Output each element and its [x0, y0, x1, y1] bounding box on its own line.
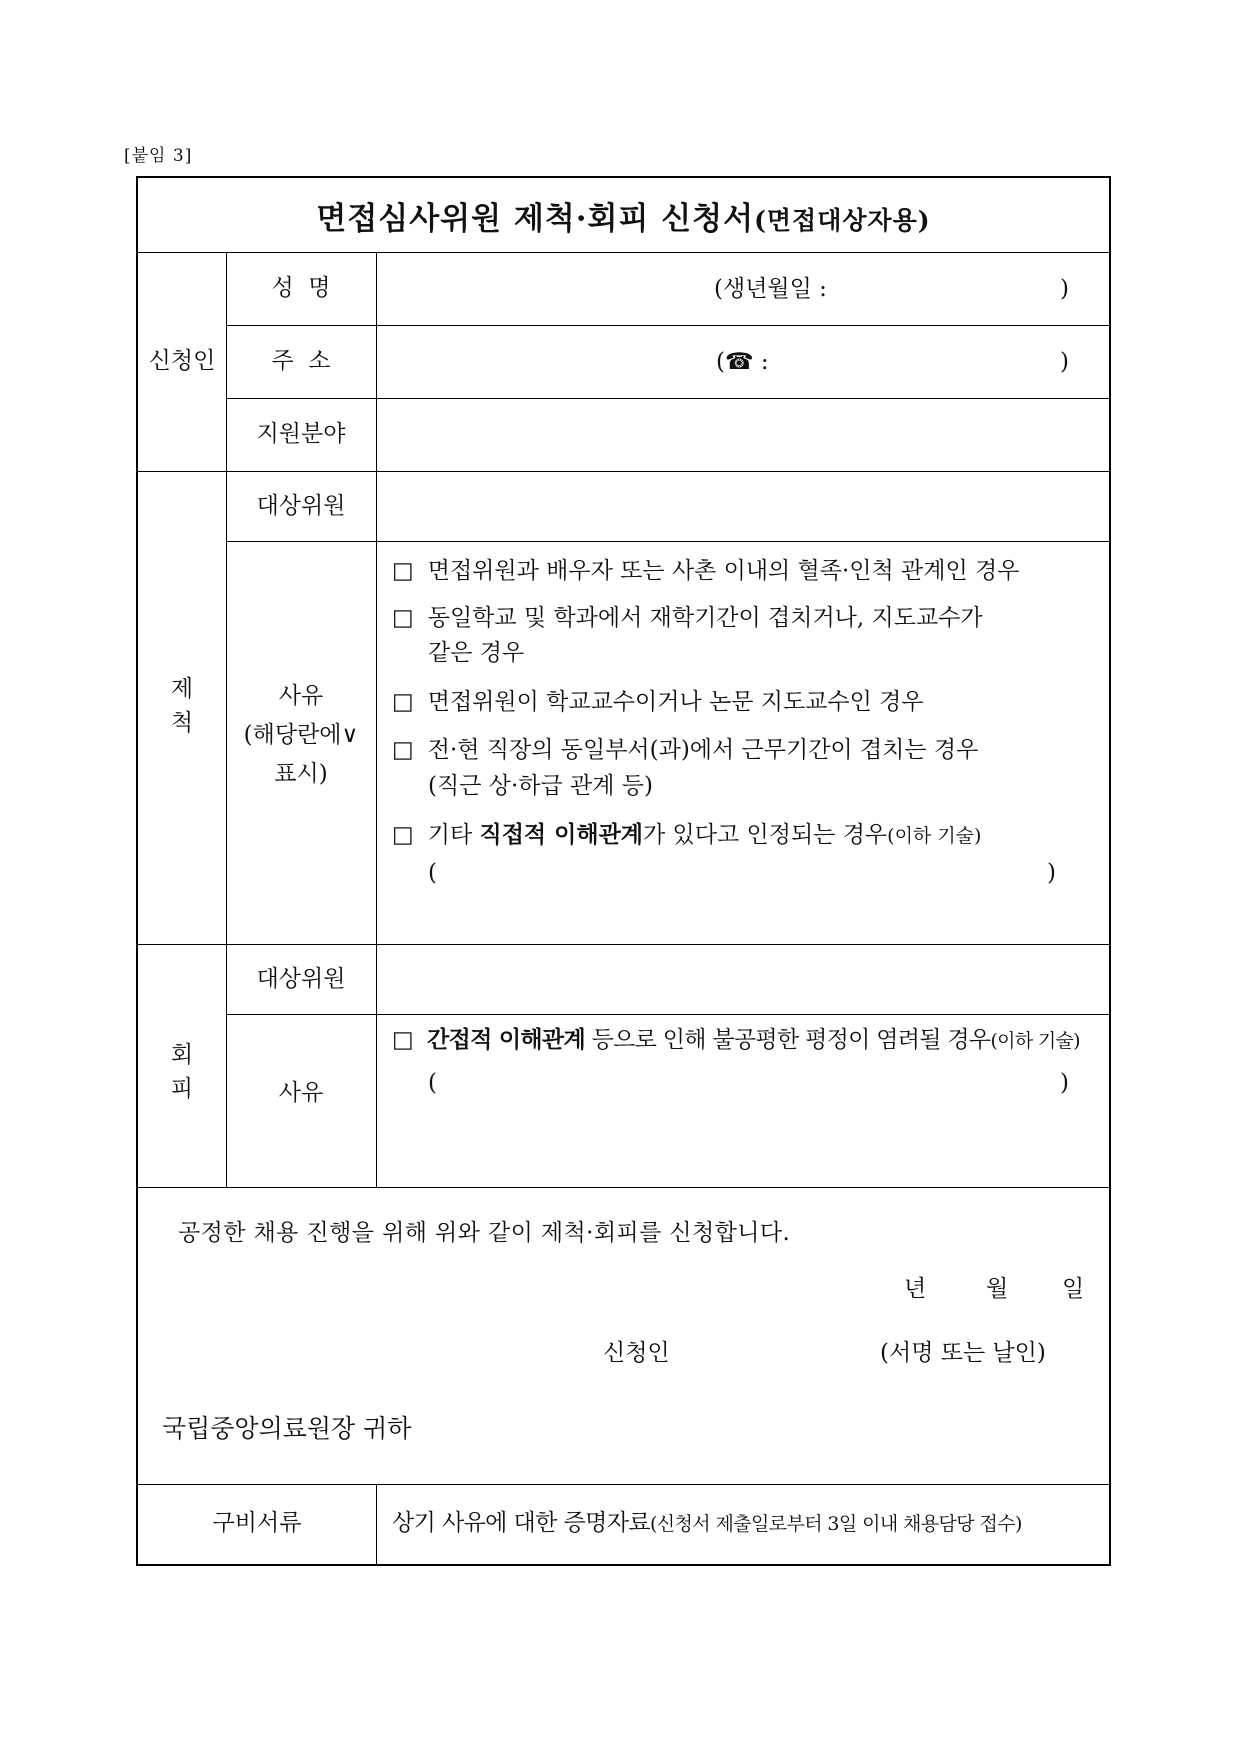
divider	[138, 1187, 1109, 1188]
exclusion-option-4[interactable]: □ 전·현 직장의 동일부서(과)에서 근무기간이 겹치는 경우	[392, 734, 978, 767]
exclusion-option-2-cont: 같은 경우	[428, 640, 525, 666]
exclusion-reason-label: 표시)	[274, 761, 328, 787]
divider	[138, 1484, 1109, 1485]
avoidance-reason-label: 사유	[278, 1080, 324, 1106]
divider	[226, 325, 1109, 326]
declaration-text: 공정한 채용 진행을 위해 위와 같이 제척·회피를 신청합니다.	[178, 1220, 791, 1246]
birthdate-label: (생년월일 :	[714, 276, 827, 302]
address-label: 주 소	[271, 348, 331, 374]
signature-note: (서명 또는 날인)	[880, 1340, 1046, 1366]
checkbox-icon[interactable]: □	[392, 737, 414, 763]
checkbox-icon[interactable]: □	[392, 1027, 414, 1053]
avoidance-option[interactable]: □ 간접적 이해관계 등으로 인해 불공평한 평정이 염려될 경우(이하 기술)	[392, 1023, 1080, 1057]
checkbox-icon[interactable]: □	[392, 689, 414, 715]
open-paren: (	[428, 860, 437, 886]
field-label: 지원분야	[256, 421, 346, 447]
checkbox-icon[interactable]: □	[392, 605, 414, 631]
close-paren: )	[1060, 349, 1069, 375]
date-year: 년	[904, 1276, 927, 1302]
divider	[226, 1014, 1109, 1015]
exclusion-target-label: 대상위원	[256, 493, 346, 519]
exclusion-reason-label: 사유	[278, 683, 324, 709]
avoidance-target-label: 대상위원	[256, 966, 346, 992]
checkbox-icon[interactable]: □	[392, 822, 414, 848]
attachment-number: [붙임 3]	[124, 146, 193, 166]
divider	[226, 252, 227, 1187]
applicant-group-label: 신청인	[148, 348, 216, 374]
applicant-sign-label: 신청인	[603, 1340, 670, 1366]
divider	[376, 252, 377, 1187]
exclusion-group-label: 제 척	[170, 676, 194, 736]
form-title: 면접심사위원 제척·회피 신청서(면접대상자용)	[316, 201, 931, 237]
date-month: 월	[986, 1276, 1009, 1302]
documents-label: 구비서류	[212, 1510, 302, 1536]
divider	[226, 541, 1109, 542]
checkbox-icon[interactable]: □	[392, 558, 414, 584]
application-form	[136, 176, 1111, 1566]
exclusion-option-2[interactable]: □ 동일학교 및 학과에서 재학기간이 겹치거나, 지도교수가	[392, 602, 983, 635]
open-paren: (	[428, 1070, 437, 1096]
divider	[138, 471, 1109, 472]
divider	[138, 252, 1109, 253]
phone-label: (☎ :	[716, 349, 769, 375]
exclusion-option-5[interactable]: □ 기타 직접적 이해관계가 있다고 인정되는 경우(이하 기술)	[392, 818, 981, 852]
documents-text: 상기 사유에 대한 증명자료(신청서 제출일로부터 3일 이내 채용담당 접수)	[392, 1510, 1022, 1536]
exclusion-option-4-cont: (직근 상·하급 관계 등)	[428, 773, 653, 799]
divider	[226, 398, 1109, 399]
divider	[138, 944, 1109, 945]
exclusion-reason-label: (해당란에∨	[243, 722, 359, 748]
divider	[376, 1484, 377, 1564]
addressee: 국립중앙의료원장 귀하	[162, 1414, 412, 1443]
close-paren: )	[1047, 860, 1056, 886]
exclusion-option-3[interactable]: □ 면접위원이 학교교수이거나 논문 지도교수인 경우	[392, 686, 924, 719]
exclusion-option-1[interactable]: □ 면접위원과 배우자 또는 사촌 이내의 혈족·인척 관계인 경우	[392, 555, 1019, 588]
avoidance-group-label: 회 피	[170, 1042, 194, 1102]
close-paren: )	[1060, 1070, 1069, 1096]
close-paren: )	[1060, 276, 1069, 302]
date-day: 일	[1062, 1276, 1085, 1302]
name-label: 성 명	[271, 275, 331, 301]
